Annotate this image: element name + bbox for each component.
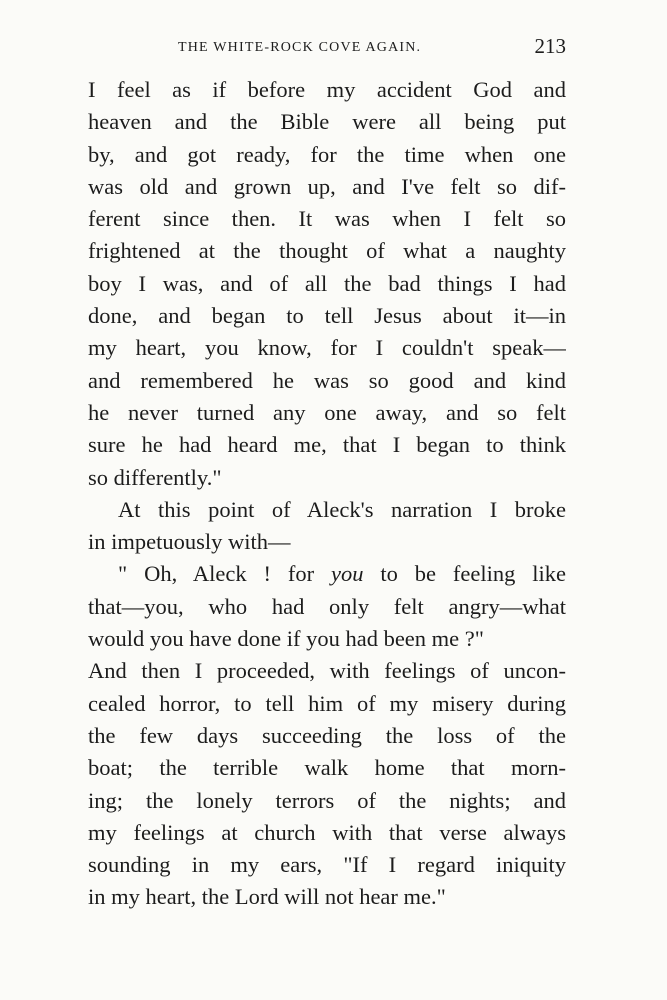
text-line: and remembered he was so good and kind [88, 367, 566, 393]
body-text [88, 74, 566, 914]
text-line: was old and grown up, and I've felt so dif- [88, 173, 566, 199]
text-line: ferent since then. It was when I felt so [88, 206, 566, 232]
text-line: frightened at the thought of what a naughty [88, 238, 566, 264]
text-line: in impetuously with— [88, 529, 291, 555]
text-line: At this point of Aleck's narration I broke [118, 496, 566, 522]
text-line: would you have done if you had been me ?" [88, 626, 484, 652]
text-line: so differently." [88, 464, 222, 490]
text-line: sure he had heard me, that I began to think [88, 432, 566, 458]
running-head [88, 36, 566, 60]
text-segment: to be feeling like [363, 561, 566, 587]
text-line: that—you, who had only felt angry—what [88, 593, 566, 619]
text-line: the few days succeeding the loss of the [88, 722, 566, 748]
text-line: boat; the terrible walk home that morn- [88, 755, 566, 781]
text-segment: " Oh, Aleck ! for [118, 561, 331, 587]
text-line: in my heart, the Lord will not hear me." [88, 884, 446, 910]
text-line: boy I was, and of all the bad things I had [88, 270, 566, 296]
text-line: heaven and the Bible were all being put [88, 109, 566, 135]
page-number: 213 [534, 34, 566, 58]
text-line: And then I proceeded, with feelings of uncon- [88, 658, 566, 684]
text-line-with-emphasis [88, 558, 566, 590]
text-line: done, and began to tell Jesus about it—in [88, 303, 566, 329]
emphasized-word: you [330, 561, 364, 587]
text-line: my feelings at church with that verse always [88, 819, 566, 845]
text-line: my heart, you know, for I couldn't speak— [88, 335, 566, 361]
text-line: sounding in my ears, "If I regard iniquity [88, 852, 566, 878]
text-line: he never turned any one away, and so felt [88, 399, 566, 425]
text-line: cealed horror, to tell him of my misery during [88, 690, 566, 716]
running-title: THE WHITE-ROCK COVE AGAIN. [178, 40, 422, 55]
text-line: by, and got ready, for the time when one [88, 141, 566, 167]
text-line: I feel as if before my accident God and [88, 77, 566, 102]
text-line: ing; the lonely terrors of the nights; and [88, 787, 566, 813]
